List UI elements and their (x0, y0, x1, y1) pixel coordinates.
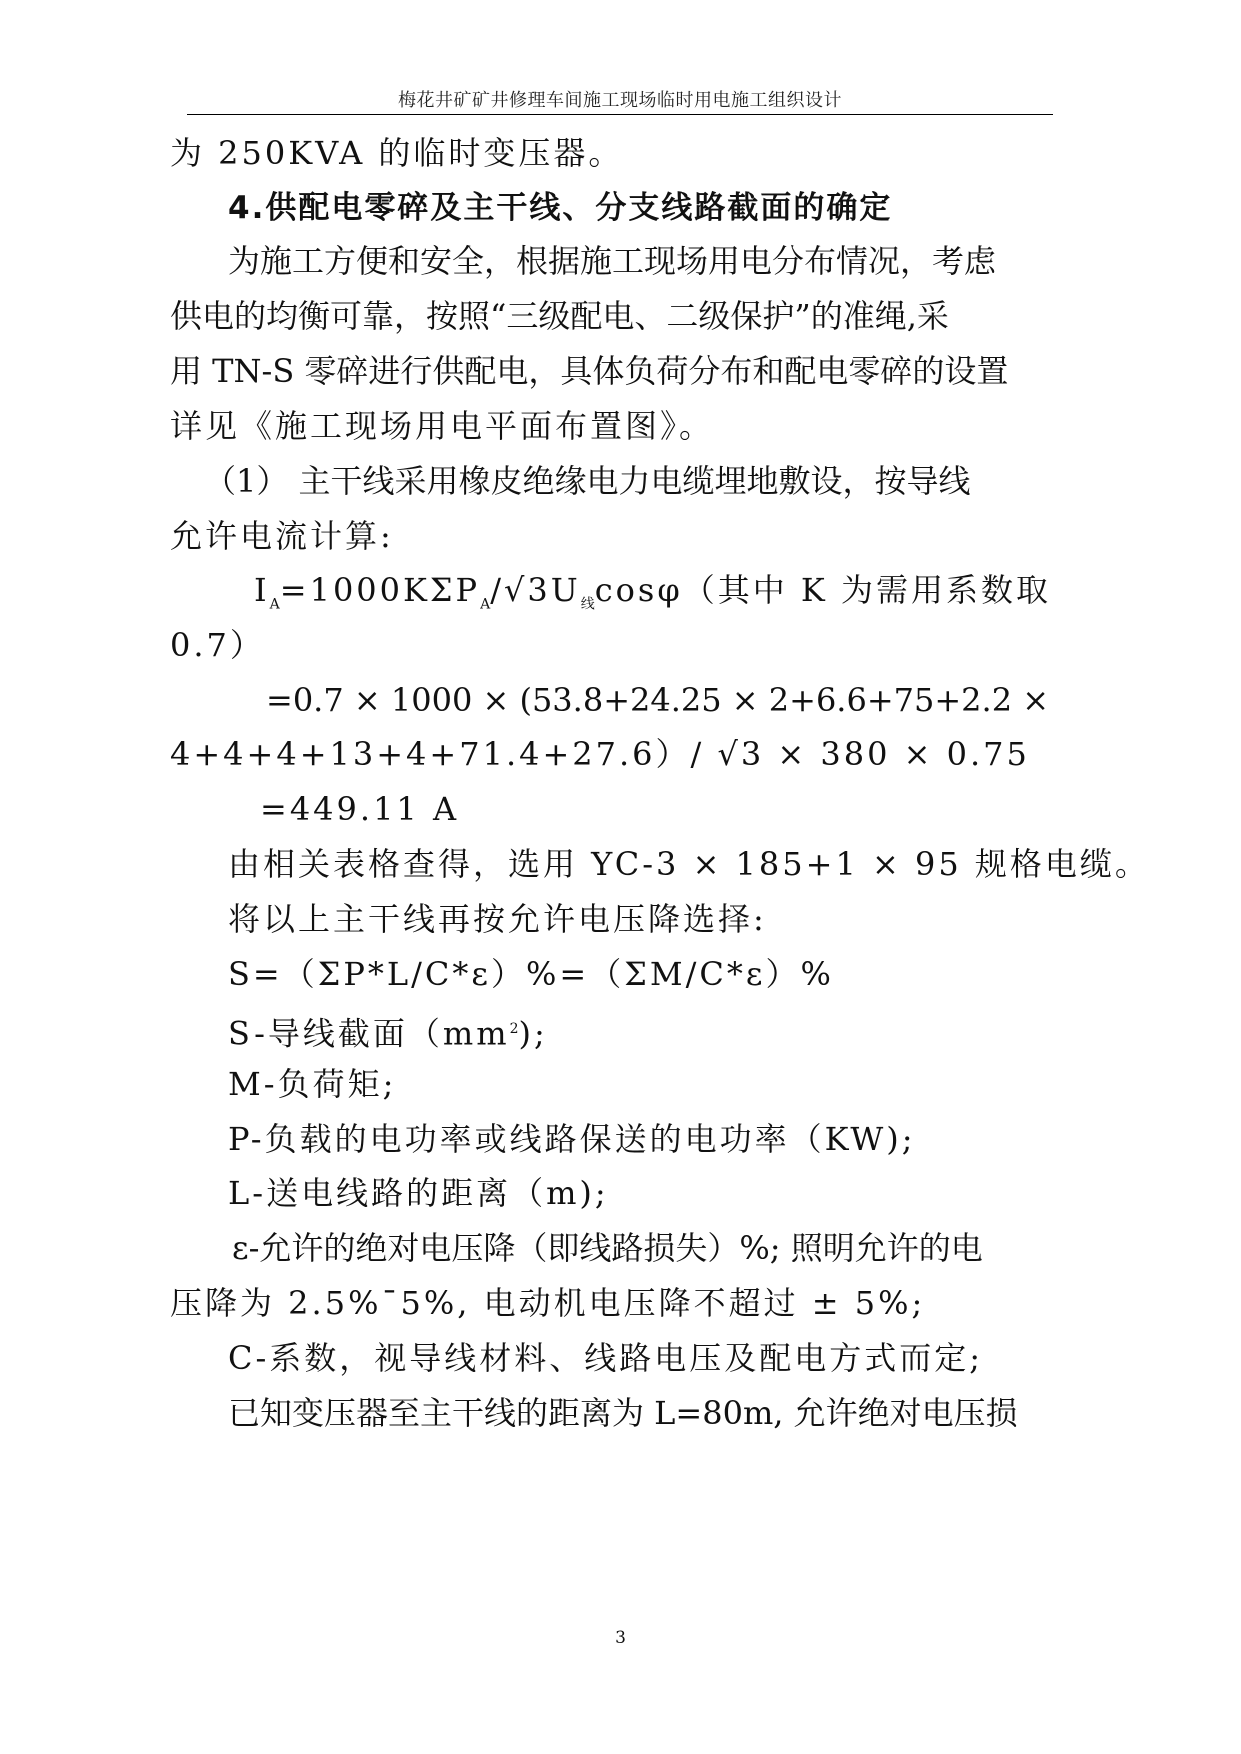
page-header-title: 梅花井矿矿井修理车间施工现场临时用电施工组织设计 (398, 90, 842, 111)
paragraph-line: （1） 主干线采用橡皮绝缘电力电缆埋地敷设，按导线 (204, 462, 971, 500)
paragraph-line: 允许电流计算: (170, 517, 394, 555)
definition-line: P-负载的电功率或线路保送的电功率（KW); (228, 1120, 916, 1158)
definition-line (228, 1009, 548, 1054)
formula-line: 4+4+4+13+4+71.4+27.6）/ √3 × 380 × 0.75 (170, 735, 1030, 773)
definition-line: L-送电线路的距离（m); (228, 1174, 609, 1212)
paragraph-line: 将以上主干线再按允许电压降选择: (228, 900, 767, 938)
section-heading: 4.供配电零碎及主干线、分支线路截面的确定 (228, 190, 893, 226)
definition-line: 压降为 2.5%¯5%, 电动机电压降不超过 ± 5%; (170, 1284, 926, 1322)
paragraph-line: 为 250KVA 的临时变压器。 (170, 134, 624, 172)
paragraph-line: 为施工方便和安全，根据施工现场用电分布情况，考虑 (228, 242, 997, 280)
formula-line: S=（ΣP*L/C*ε）%=（ΣM/C*ε）% (228, 955, 834, 993)
formula-part-3: cosφ（其中 K 为需用系数取 (594, 571, 1051, 609)
formula-lhs: I (254, 571, 270, 609)
definition-line: M-负荷矩; (228, 1065, 397, 1103)
formula-current (254, 570, 1051, 624)
paragraph-line: 详见《施工现场用电平面布置图》。 (170, 407, 715, 445)
definition-sup: 2 (509, 1021, 519, 1037)
paragraph-line: 用 TN-S 零碎进行供配电，具体负荷分布和配电零碎的设置 (170, 352, 1009, 390)
formula-part-1: =1000KΣP (279, 571, 481, 609)
definition-tail: ); (518, 1014, 548, 1053)
formula-line: =0.7 × 1000 × (53.8+24.25 × 2+6.6+75+2.2 × (266, 681, 1050, 719)
paragraph-line: 由相关表格查得，选用 YC-3 × 185+1 × 95 规格电缆。 (228, 845, 1150, 883)
formula-part-2: /√3U (490, 571, 581, 609)
formula-result: =449.11 A (260, 790, 460, 828)
paragraph-line: 已知变压器至主干线的距离为 L=80m, 允许绝对电压损 (228, 1394, 1018, 1432)
paragraph-line: 供电的均衡可靠，按照“三级配电、二级保护”的准绳,采 (170, 297, 949, 335)
definition-text: S-导线截面（mm (228, 1014, 510, 1053)
page-number: 3 (615, 1628, 626, 1648)
definition-line: ε-允许的绝对电压降（即线路损失）%; 照明允许的电 (232, 1229, 983, 1267)
formula-p-sub: A (480, 596, 491, 613)
formula-u-sub: 线 (580, 596, 595, 613)
formula-lhs-sub: A (269, 596, 280, 613)
header-rule (187, 114, 1053, 115)
paragraph-line: 0.7） (170, 626, 265, 664)
definition-line: C-系数，视导线材料、线路电压及配电方式而定; (228, 1339, 984, 1377)
